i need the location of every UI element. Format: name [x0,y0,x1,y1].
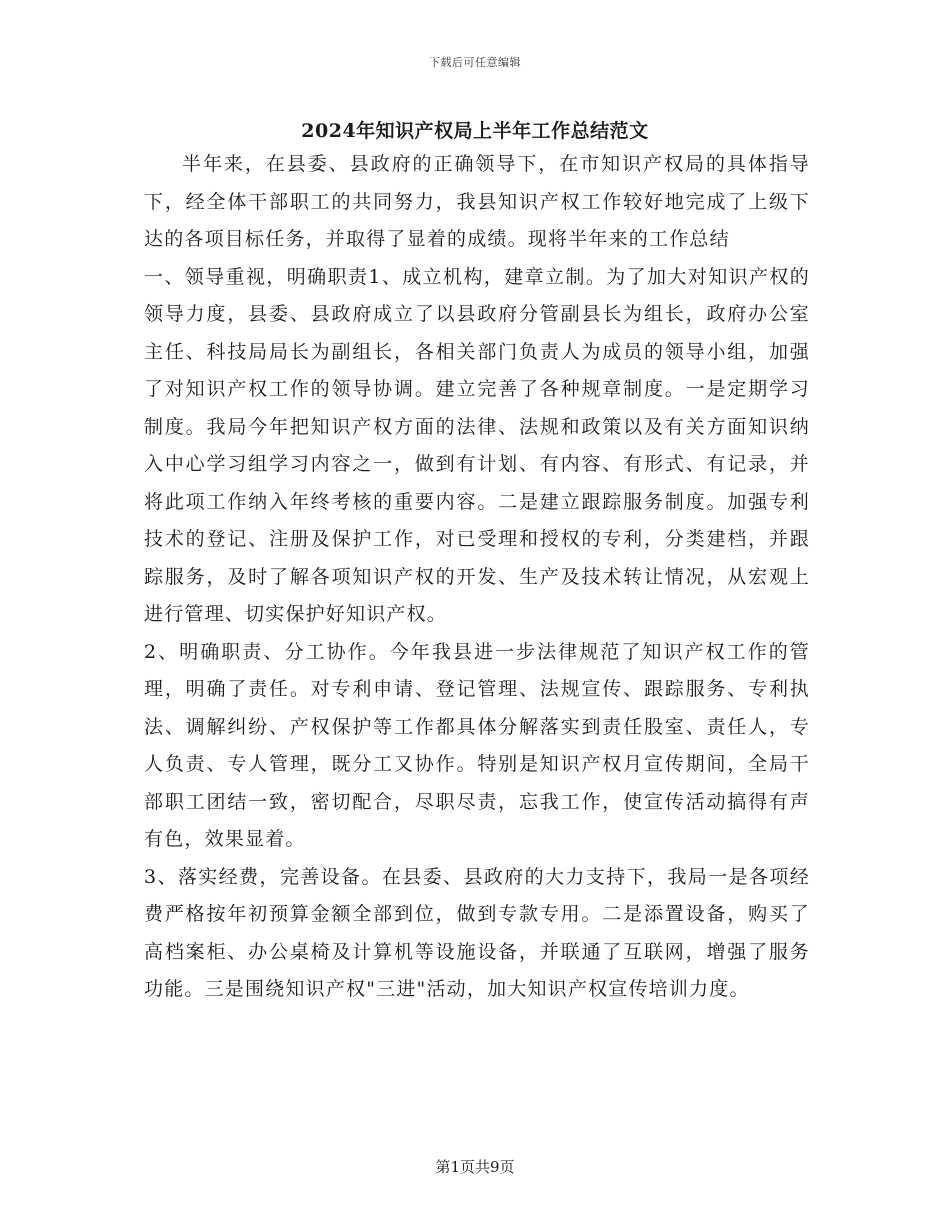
paragraph-section-3: 3、落实经费，完善设备。在县委、县政府的大力支持下，我局一是各项经费严格按年初预算金额全部到位，做到专款专用。二是添置设备，购买了高档案柜、办公桌椅及计算机等设施设备，并联通了互联网，增强了服务功能。三是围绕知识产权"三进"活动，加大知识产权宣传培训力度。 [144,865,810,1000]
document-body [144,146,810,1009]
document-title: 2024年知识产权局上半年工作总结范文 [301,120,649,142]
header-note: 下载后可任意编辑 [429,56,521,69]
paragraph-section-2: 2、明确职责、分工协作。今年我县进一步法律规范了知识产权工作的管理，明确了责任。对专利申请、登记管理、法规宣传、跟踪服务、专利执法、调解纠纷、产权保护等工作都具体分解落实到责任股室、责任人，专人负责、专人管理，既分工又协作。特别是知识产权月宣传期间，全局干部职工团结一致，密切配合，尽职尽责，忘我工作，使宣传活动搞得有声有色，效果显着。 [144,640,810,850]
page-number: 第1页共9页 [435,1158,515,1176]
paragraph-intro: 半年来，在县委、县政府的正确领导下，在市知识产权局的具体指导下，经全体干部职工的共同努力，我县知识产权工作较好地完成了上级下达的各项目标任务，并取得了显着的成绩。现将半年来的工作总结 [144,153,810,250]
paragraph-section-1: 一、领导重视，明确职责1、成立机构，建章立制。为了加大对知识产权的领导力度，县委、县政府成立了以县政府分管副县长为组长，政府办公室主任、科技局局长为副组长，各相关部门负责人为成员的领导小组，加强了对知识产权工作的领导协调。建立完善了各种规章制度。一是定期学习制度。我局今年把知识产权方面的法律、法规和政策以及有关方面知识纳入中心学习组学习内容之一，做到有计划、有内容、有形式、有记录，并将此项工作纳入年终考核的重要内容。二是建立跟踪服务制度。加强专利技术的登记、注册及保护工作，对已受理和授权的专利，分类建档，并跟踪服务，及时了解各项知识产权的开发、生产及技术转让情况，从宏观上进行管理、切实保护好知识产权。 [144,265,810,625]
